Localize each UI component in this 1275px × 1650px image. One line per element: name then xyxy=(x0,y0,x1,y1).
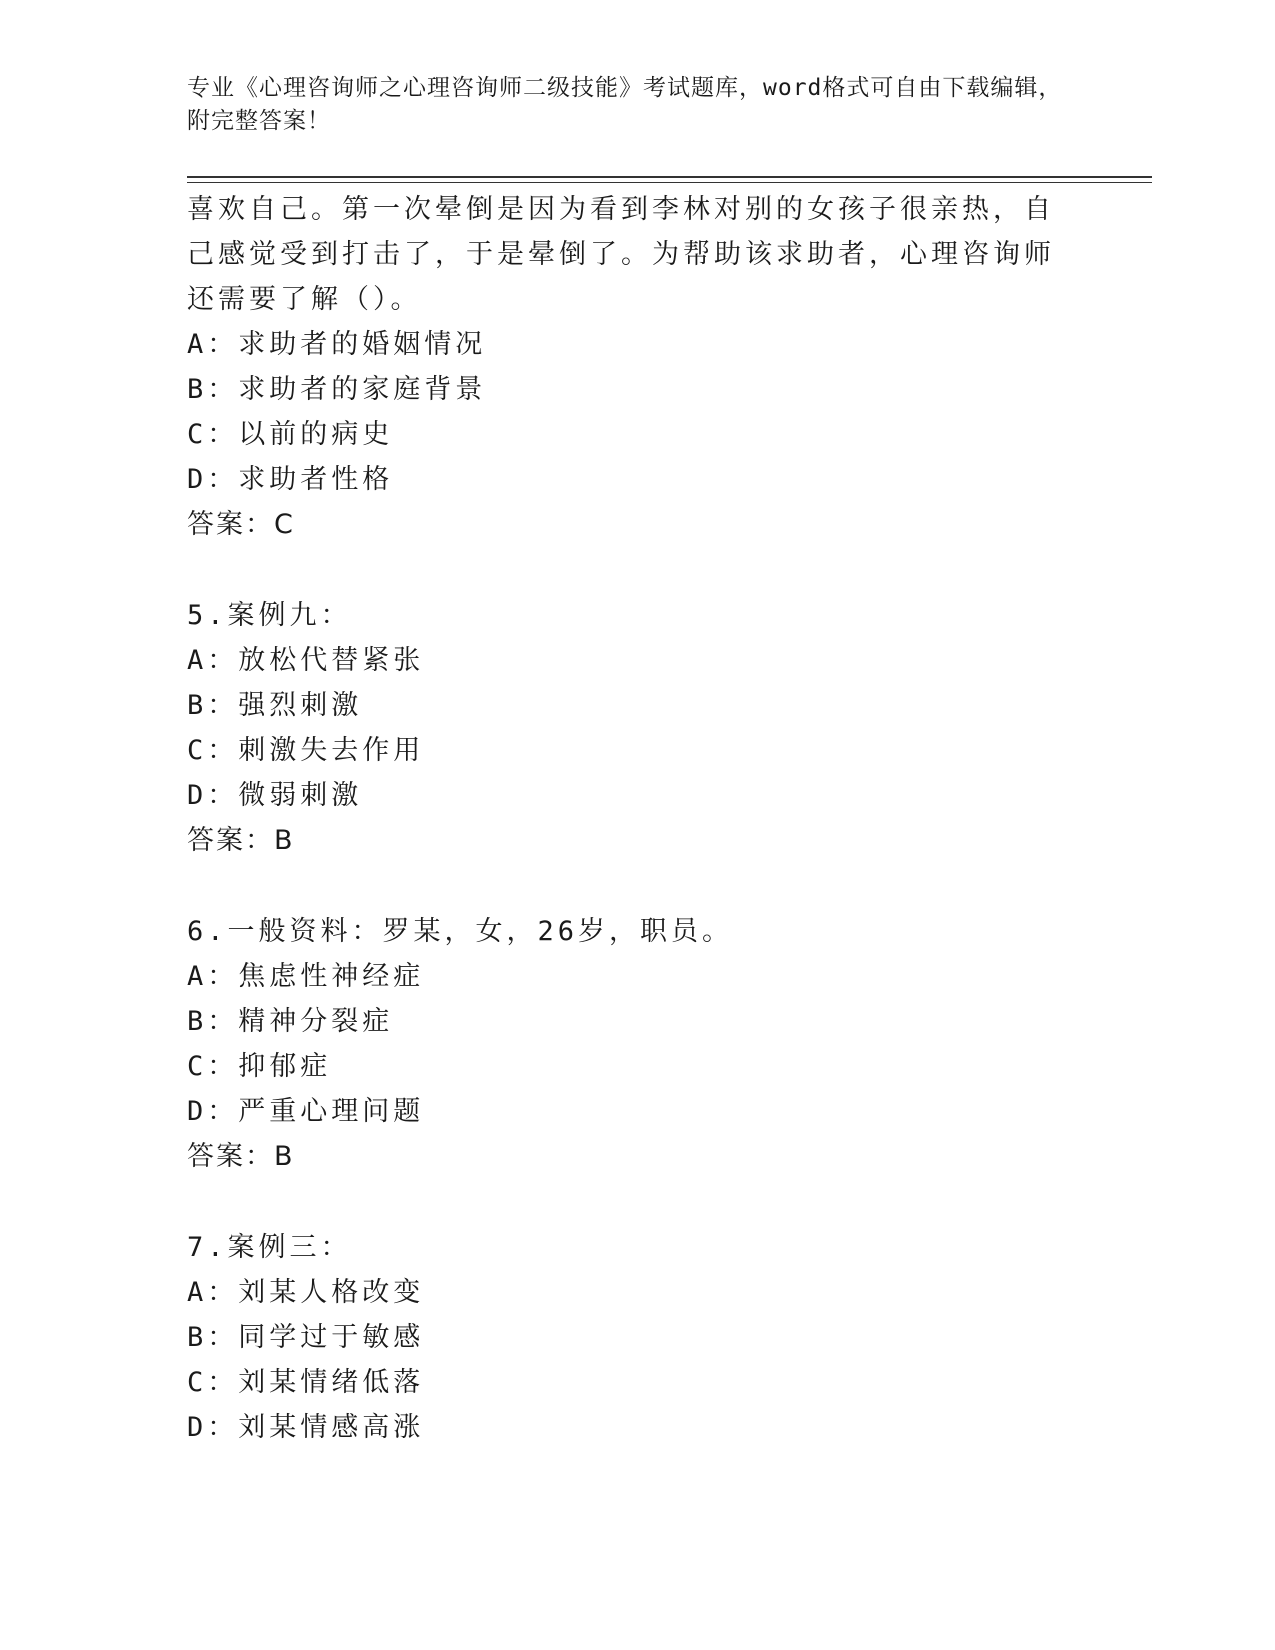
answer-line: 答案：B xyxy=(187,825,295,856)
option-a: A：求助者的婚姻情况 xyxy=(187,329,487,360)
question-4 xyxy=(187,187,1087,547)
spacer xyxy=(187,863,1087,909)
question-5 xyxy=(187,593,1087,863)
spacer xyxy=(187,1179,1087,1225)
header-rule-thin xyxy=(187,182,1152,183)
question-title: 7.案例三： xyxy=(187,1232,352,1263)
question-title: 5.案例九： xyxy=(187,600,352,631)
option-b: B：精神分裂症 xyxy=(187,1006,394,1037)
option-a: A：刘某人格改变 xyxy=(187,1277,425,1308)
spacer xyxy=(187,547,1087,593)
document-header: 专业《心理咨询师之心理咨询师二级技能》考试题库，word格式可自由下载编辑，附完整答案！ xyxy=(187,75,1063,134)
option-c: C：刺激失去作用 xyxy=(187,735,425,766)
header-rule-thick xyxy=(187,176,1152,178)
answer-line: 答案：C xyxy=(187,509,295,540)
option-c: C：以前的病史 xyxy=(187,419,394,450)
option-a: A：焦虑性神经症 xyxy=(187,961,425,992)
option-d: D：刘某情感高涨 xyxy=(187,1412,425,1443)
option-b: B：同学过于敏感 xyxy=(187,1322,425,1353)
option-b: B：求助者的家庭背景 xyxy=(187,374,487,405)
question-6 xyxy=(187,909,1087,1179)
question-7 xyxy=(187,1225,1087,1450)
option-d: D：求助者性格 xyxy=(187,464,394,495)
answer-line: 答案：B xyxy=(187,1141,295,1172)
option-d: D：微弱刺激 xyxy=(187,780,363,811)
question-stem: 喜欢自己。第一次晕倒是因为看到李林对别的女孩子很亲热，自己感觉受到打击了，于是晕倒了。为帮助该求助者，心理咨询师还需要了解（）。 xyxy=(187,194,1055,315)
option-d: D：严重心理问题 xyxy=(187,1096,425,1127)
question-content xyxy=(187,187,1087,1450)
question-title: 6.一般资料：罗某，女，26岁，职员。 xyxy=(187,916,734,947)
option-a: A：放松代替紧张 xyxy=(187,645,425,676)
option-c: C：刘某情绪低落 xyxy=(187,1367,425,1398)
option-b: B：强烈刺激 xyxy=(187,690,363,721)
option-c: C：抑郁症 xyxy=(187,1051,332,1082)
